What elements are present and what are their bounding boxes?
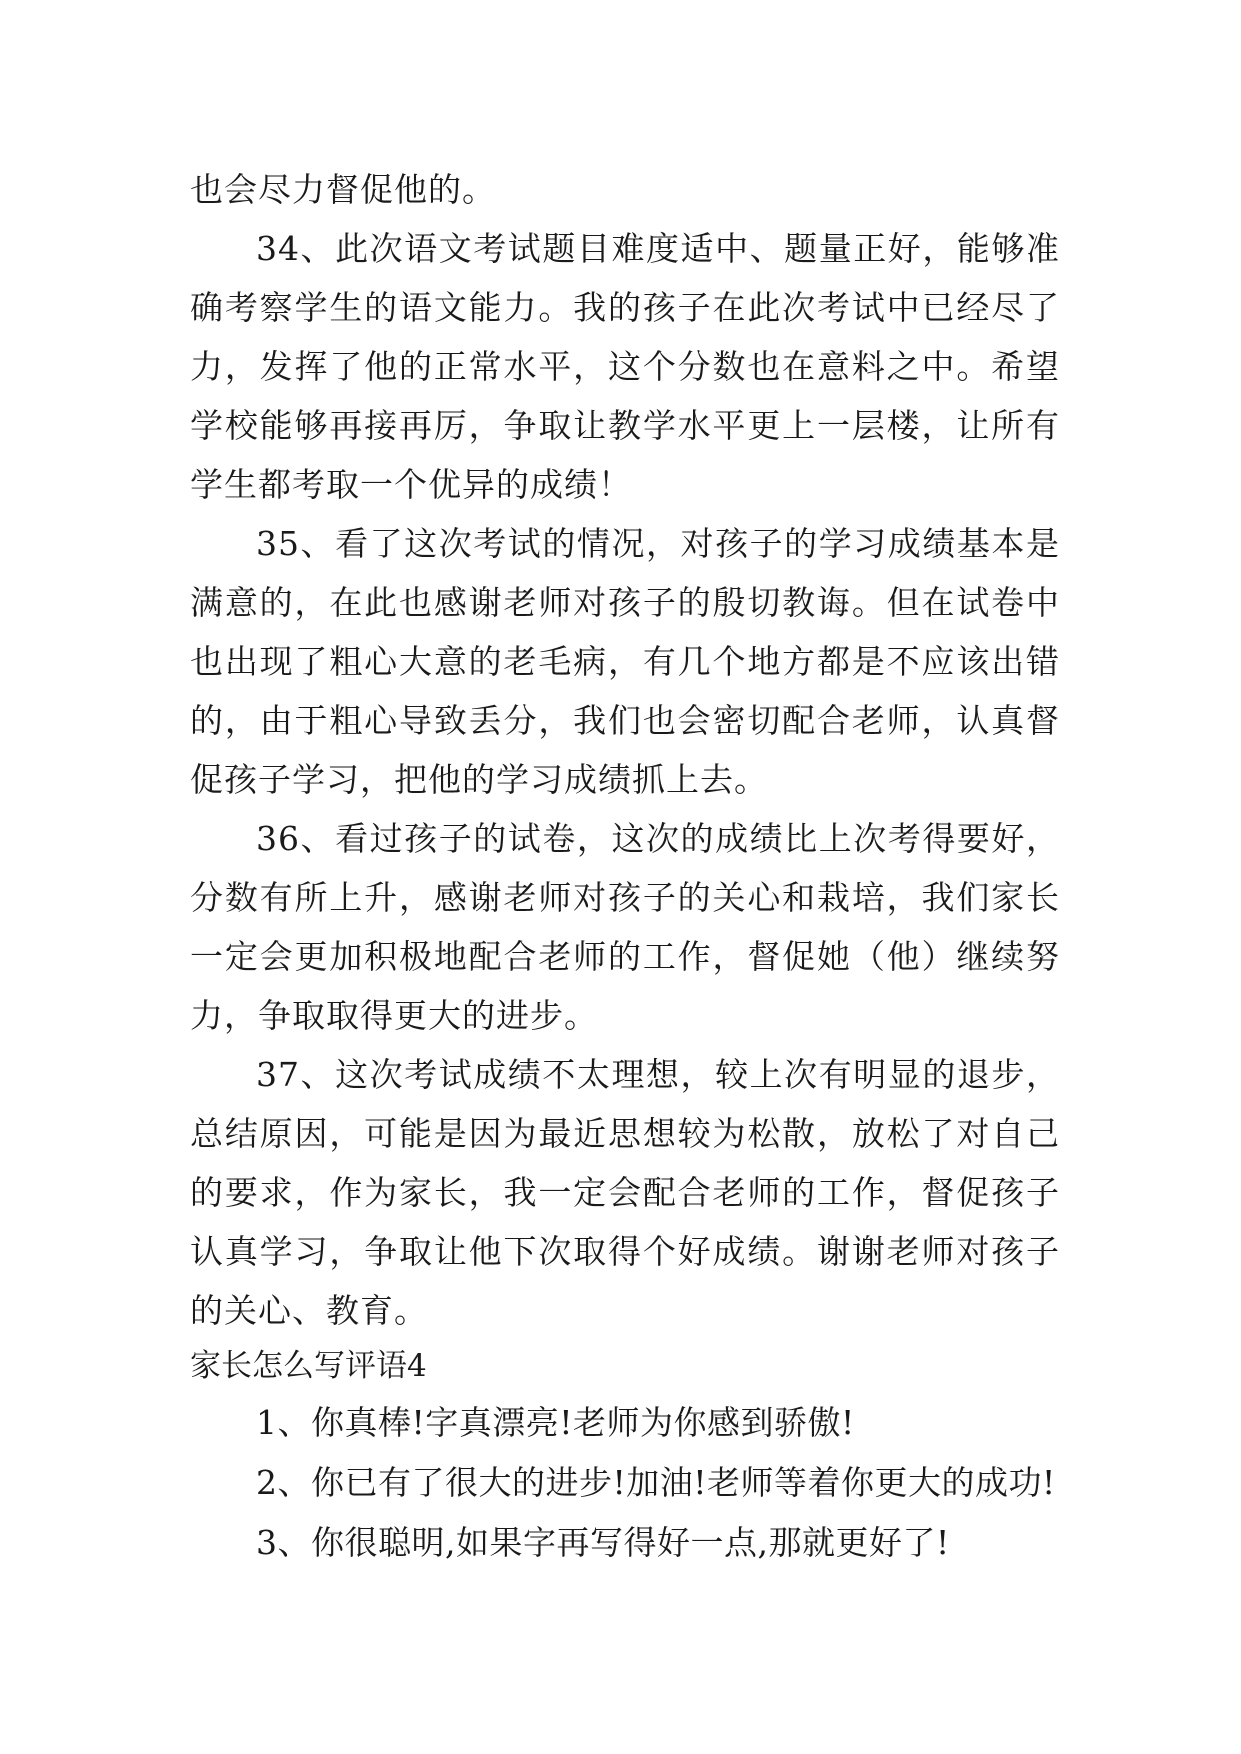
section-heading: 家长怎么写评语4 bbox=[190, 1348, 427, 1384]
continuation-paragraph: 也会尽力督促他的。 bbox=[190, 170, 496, 209]
paragraph-37: 37、这次考试成绩不太理想，较上次有明显的退步，总结原因，可能是因为最近思想较为松散，放松了对自己的要求，作为家长，我一定会配合老师的工作，督促孩子认真学习，争取让他下次取得个好成绩。谢谢老师对孩子的关心、教育。 bbox=[190, 1055, 1060, 1330]
list-item-1: 1、你真棒!字真漂亮!老师为你感到骄傲! bbox=[256, 1403, 855, 1442]
paragraph-34: 34、此次语文考试题目难度适中、题量正好，能够准确考察学生的语文能力。我的孩子在此次考试中已经尽了力，发挥了他的正常水平，这个分数也在意料之中。希望学校能够再接再厉，争取让教学水平更上一层楼，让所有学生都考取一个优异的成绩！ bbox=[190, 229, 1060, 504]
list-item-3: 3、你很聪明,如果字再写得好一点,那就更好了! bbox=[256, 1523, 950, 1562]
paragraph-36: 36、看过孩子的试卷，这次的成绩比上次考得要好，分数有所上升，感谢老师对孩子的关心和栽培，我们家长一定会更加积极地配合老师的工作，督促她（他）继续努力，争取取得更大的进步。 bbox=[190, 819, 1060, 1035]
document-body bbox=[190, 160, 1060, 1573]
list-item-2: 2、你已有了很大的进步!加油!老师等着你更大的成功! bbox=[256, 1463, 1056, 1502]
paragraph-35: 35、看了这次考试的情况，对孩子的学习成绩基本是满意的，在此也感谢老师对孩子的殷切教诲。但在试卷中也出现了粗心大意的老毛病，有几个地方都是不应该出错的，由于粗心导致丢分，我们也会密切配合老师，认真督促孩子学习，把他的学习成绩抓上去。 bbox=[190, 524, 1060, 799]
